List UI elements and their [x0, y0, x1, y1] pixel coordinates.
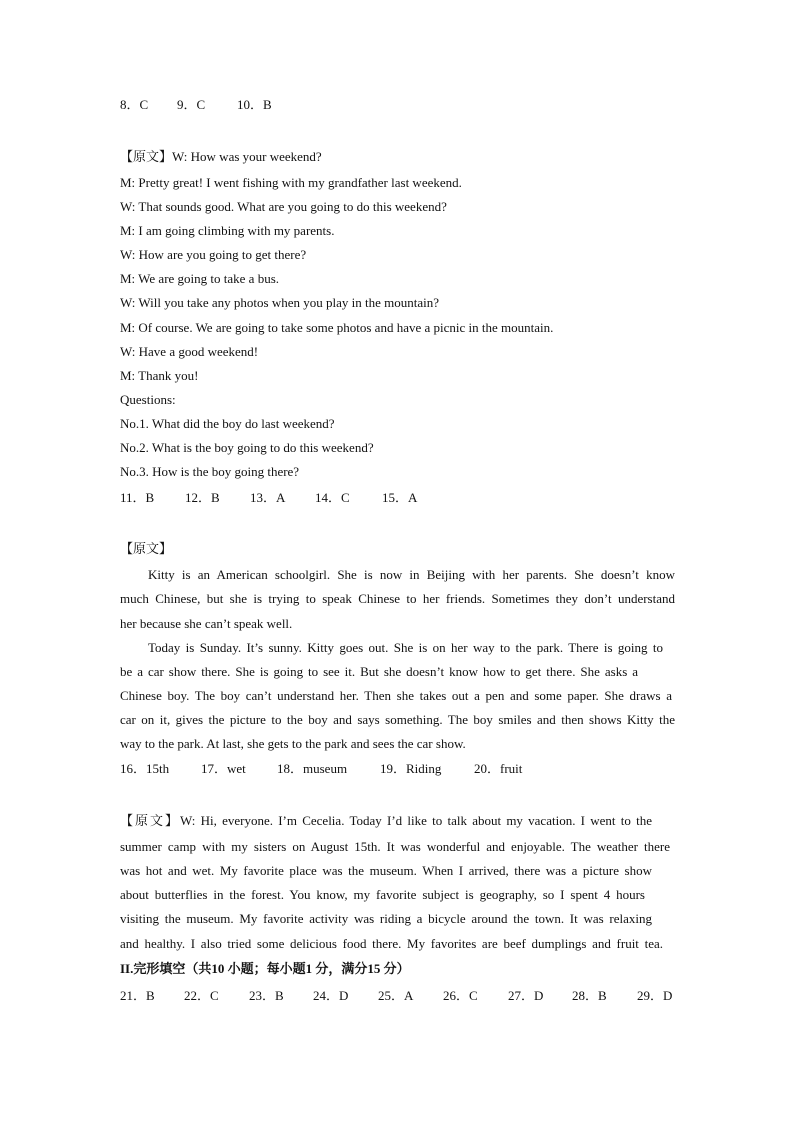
- answer-item: 21．B: [120, 988, 155, 1003]
- answer-item: 11．B: [120, 490, 155, 505]
- answer-item: 16．15th: [120, 761, 170, 776]
- passage-line: summer camp with my sisters on August 15th. It was wonderful and enjoyable. The weather there: [120, 839, 670, 854]
- dialogue-line: M: Of course. We are going to take some photos and have a picnic in the mountain.: [120, 320, 554, 335]
- passage-line: about butterflies in the forest. You know, my favorite subject is geography, so I spent 4 hours: [120, 887, 645, 902]
- answer-row-16-20: [120, 761, 522, 777]
- questions-label: Questions:: [120, 392, 176, 407]
- passage-line: much Chinese, but she is trying to speak Chinese to her friends. Sometimes they don’t understand: [120, 591, 675, 606]
- passage-line: Today is Sunday. It’s sunny. Kitty goes out. She is on her way to the park. There is going to: [148, 640, 663, 655]
- section-heading-cloze: II.完形填空（共10 小题；每小题1 分，满分15 分）: [120, 961, 410, 976]
- passage-line: car on it, gives the picture to the boy and says something. The boy smiles and then shows Kitty the: [120, 712, 675, 727]
- answer-item: 12．B: [185, 490, 220, 505]
- passage-line: Kitty is an American schoolgirl. She is now in Beijing with her parents. She doesn’t know: [148, 567, 675, 582]
- answer-item: 28．B: [572, 988, 607, 1003]
- dialogue-line: W: That sounds good. What are you going to do this weekend?: [120, 199, 447, 214]
- passage-line: and healthy. I also tried some delicious food there. My favorites are beef dumplings and fruit tea.: [120, 936, 663, 951]
- passage-line: visiting the museum. My favorite activity was riding a bicycle around the town. It was relaxing: [120, 911, 652, 926]
- answer-row-21-29: [120, 988, 672, 1004]
- answer-item: 13．A: [250, 490, 286, 505]
- passage-line: 【原文】W: Hi, everyone. I’m Cecelia. Today I’d like to talk about my vacation. I went to the: [120, 813, 652, 828]
- answer-item: 27．D: [508, 988, 544, 1003]
- dialogue-line: M: We are going to take a bus.: [120, 271, 280, 286]
- passage-line: Chinese boy. The boy can’t understand her. Then she takes out a pen and some paper. She draws a: [120, 688, 672, 703]
- passage-line: was hot and wet. My favorite place was the museum. When I arrived, there was a picture show: [120, 863, 652, 878]
- dialogue-line: W: Will you take any photos when you play in the mountain?: [120, 295, 440, 310]
- dialogue-line: M: I am going climbing with my parents.: [120, 223, 335, 238]
- answer-row-8-10: [120, 97, 272, 113]
- answer-item: 19．Riding: [380, 761, 442, 776]
- passage-line: way to the park. At last, she gets to the park and sees the car show.: [120, 736, 466, 751]
- answer-item: 24．D: [313, 988, 349, 1003]
- dialogue-line: M: Thank you!: [120, 368, 199, 383]
- answer-item: 20．fruit: [474, 761, 523, 776]
- passage-line: be a car show there. She is going to see it. But she doesn’t know how to get there. She asks a: [120, 664, 638, 679]
- answer-item: 26．C: [443, 988, 478, 1003]
- answer-item: 18．museum: [277, 761, 348, 776]
- section-heading: 【原文】: [120, 541, 173, 556]
- answer-item: 14．C: [315, 490, 350, 505]
- answer-item: 17．wet: [201, 761, 246, 776]
- dialogue-line: 【原文】W: How was your weekend?: [120, 149, 322, 164]
- answer-item: 15．A: [382, 490, 418, 505]
- question-line: No.3. How is the boy going there?: [120, 464, 300, 479]
- dialogue-line: W: Have a good weekend!: [120, 344, 259, 359]
- answer-item: 25．A: [378, 988, 414, 1003]
- passage-line: her because she can’t speak well.: [120, 616, 293, 631]
- answer-item: 10．B: [237, 97, 272, 112]
- answer-item: 29．D: [637, 988, 673, 1003]
- answer-item: 8．C: [120, 97, 149, 112]
- answer-row-11-15: [120, 490, 417, 506]
- dialogue-line: M: Pretty great! I went fishing with my grandfather last weekend.: [120, 175, 462, 190]
- question-line: No.1. What did the boy do last weekend?: [120, 416, 335, 431]
- dialogue-line: W: How are you going to get there?: [120, 247, 307, 262]
- answer-item: 9．C: [177, 97, 206, 112]
- question-line: No.2. What is the boy going to do this weekend?: [120, 440, 374, 455]
- answer-item: 22．C: [184, 988, 219, 1003]
- answer-item: 23．B: [249, 988, 284, 1003]
